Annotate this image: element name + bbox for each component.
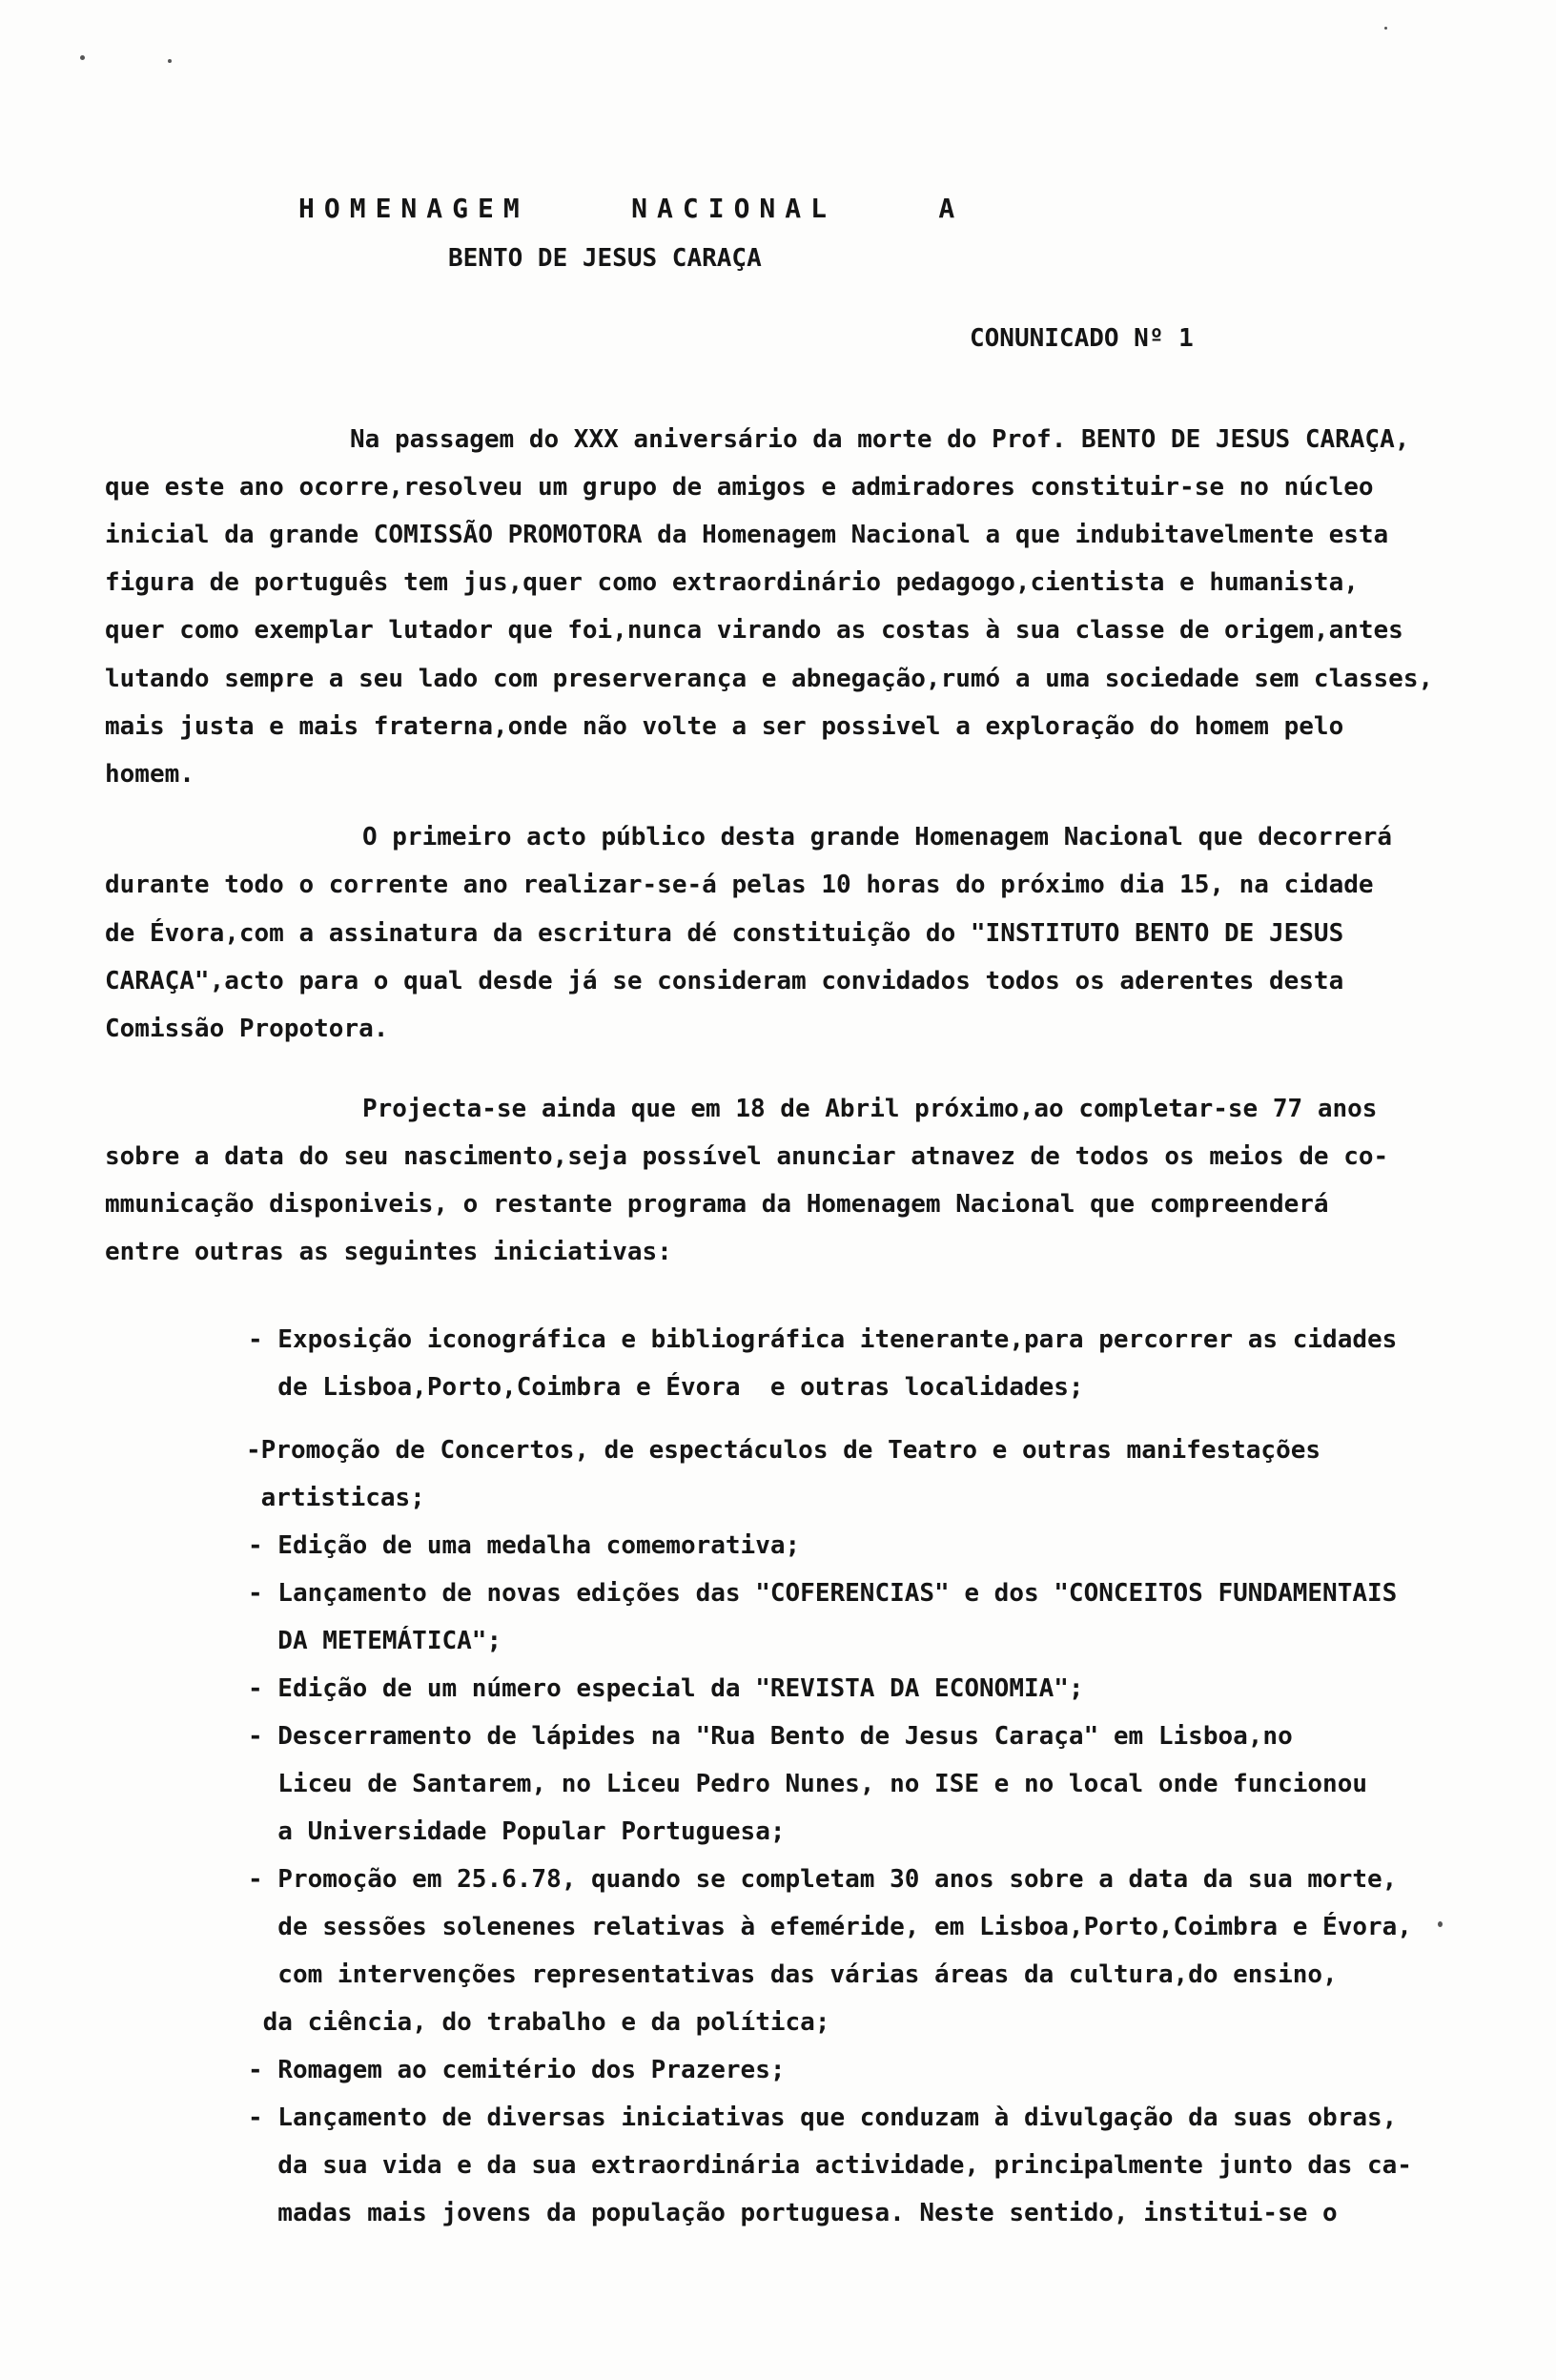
- list-item-line: DA METEMÁTICA";: [248, 1627, 502, 1655]
- paragraph-line: de Évora,com a assinatura da escritura dé constituição do "INSTITUTO BENTO DE JESUS: [105, 919, 1344, 948]
- list-item-line: da ciência, do trabalho e da política;: [248, 2008, 830, 2037]
- paragraph-line: Comissão Propotora.: [105, 1015, 389, 1043]
- paragraph-line: figura de português tem jus,quer como extraordinário pedagogo,cientista e humanista,: [105, 568, 1359, 597]
- paragraph-line: lutando sempre a seu lado com preserverança e abnegação,rumó a uma sociedade sem classes,: [105, 665, 1434, 693]
- list-item-line: Liceu de Santarem, no Liceu Pedro Nunes, no ISE e no local onde funcionou: [248, 1770, 1367, 1798]
- paragraph-line: durante todo o corrente ano realizar-se-á pelas 10 horas do próximo dia 15, na cidade: [105, 871, 1374, 899]
- paragraph-line: inicial da grande COMISSÃO PROMOTORA da Homenagem Nacional a que indubitavelmente esta: [105, 521, 1389, 549]
- list-item-line: com intervenções representativas das várias áreas da cultura,do ensino,: [248, 1960, 1338, 1989]
- list-item-line: - Lançamento de diversas iniciativas que conduzam à divulgação da suas obras,: [248, 2103, 1398, 2132]
- document-title: HOMENAGEM NACIONAL A: [298, 193, 965, 224]
- list-item-line: - Descerramento de lápides na "Rua Bento de Jesus Caraça" em Lisboa,no: [248, 1722, 1293, 1751]
- list-item-line: - Edição de um número especial da "REVISTA DA ECONOMIA";: [248, 1674, 1084, 1703]
- list-item-line: madas mais jovens da população portuguesa. Neste sentido, institui-se o: [248, 2199, 1338, 2227]
- communique-number: CONUNICADO Nº 1: [970, 324, 1194, 353]
- paragraph-line: homem.: [105, 760, 194, 789]
- paragraph-line: quer como exemplar lutador que foi,nunca virando as costas à sua classe de origem,antes: [105, 616, 1403, 645]
- paragraph-line: CARAÇA",acto para o qual desde já se consideram convidados todos os aderentes desta: [105, 967, 1344, 995]
- paragraph-line: sobre a data do seu nascimento,seja possível anunciar atnavez de todos os meios de co-: [105, 1142, 1389, 1171]
- list-item-line: - Edição de uma medalha comemorativa;: [248, 1531, 801, 1560]
- scan-speck: [80, 55, 85, 60]
- scan-speck: [168, 59, 172, 63]
- list-item-line: - Romagem ao cemitério dos Prazeres;: [248, 2056, 786, 2084]
- paragraph-line: mmunicação disponiveis, o restante programa da Homenagem Nacional que compreenderá: [105, 1190, 1329, 1219]
- list-item-line: - Exposição iconográfica e bibliográfica itenerante,para percorrer as cidades: [248, 1325, 1398, 1354]
- paragraph-line: O primeiro acto público desta grande Homenagem Nacional que decorrerá: [362, 823, 1393, 851]
- list-item-line: artisticas;: [246, 1484, 425, 1512]
- paragraph-line: Na passagem do XXX aniversário da morte do Prof. BENTO DE JESUS CARAÇA,: [350, 425, 1410, 454]
- list-item-line: a Universidade Popular Portuguesa;: [248, 1817, 786, 1846]
- paragraph-line: Projecta-se ainda que em 18 de Abril próximo,ao completar-se 77 anos: [362, 1095, 1378, 1123]
- scan-speck: [1438, 1921, 1443, 1927]
- list-item-line: de sessões solenenes relativas à efeméride, em Lisboa,Porto,Coimbra e Évora,: [248, 1913, 1412, 1941]
- list-item-line: - Lançamento de novas edições das "COFERENCIAS" e dos "CONCEITOS FUNDAMENTAIS: [248, 1579, 1398, 1608]
- list-item-line: - Promoção em 25.6.78, quando se completam 30 anos sobre a data da sua morte,: [248, 1865, 1398, 1894]
- list-item-line: de Lisboa,Porto,Coimbra e Évora e outras localidades;: [248, 1373, 1084, 1402]
- paragraph-line: que este ano ocorre,resolveu um grupo de amigos e admiradores constituir-se no núcleo: [105, 473, 1374, 502]
- list-item-line: da sua vida e da sua extraordinária actividade, principalmente junto das ca-: [248, 2151, 1412, 2180]
- document-subtitle: BENTO DE JESUS CARAÇA: [448, 244, 762, 273]
- paragraph-line: mais justa e mais fraterna,onde não volte a ser possivel a exploração do homem pelo: [105, 712, 1344, 741]
- list-item-line: -Promoção de Concertos, de espectáculos de Teatro e outras manifestações: [246, 1436, 1321, 1465]
- scan-speck: [1384, 27, 1387, 30]
- paragraph-line: entre outras as seguintes iniciativas:: [105, 1238, 672, 1266]
